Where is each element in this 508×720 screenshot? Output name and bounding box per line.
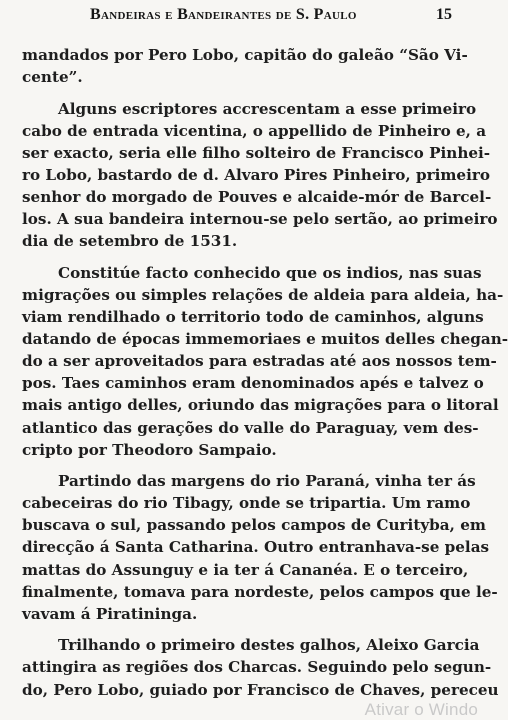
text-line: cente”. (22, 68, 83, 87)
text-line: do, Pero Lobo, guiado por Francisco de Chaves, pereceu (22, 680, 499, 699)
page-number: 15 (436, 6, 452, 23)
body-text (22, 44, 508, 701)
text-line: migrações ou simples relações de aldeia para aldeia, ha- (22, 285, 504, 304)
text-line: direcção á Santa Catharina. Outro entranhava-se pelas (22, 538, 490, 557)
text-line: vavam á Piratininga. (22, 604, 198, 623)
text-line: attingira as regiões dos Charcas. Seguindo pelo segun- (22, 658, 492, 677)
text-line: viam rendilhado o territorio todo de caminhos, alguns (22, 308, 484, 327)
text-line: pos. Taes caminhos eram denominados apés e talvez o (22, 374, 484, 393)
paragraph (22, 44, 468, 88)
text-line: dia de setembro de 1531. (22, 232, 238, 251)
text-line: mandados por Pero Lobo, capitão do galeão “São Vi- (22, 46, 468, 64)
activation-watermark: Ativar o Windo (364, 700, 478, 719)
text-line: Partindo das margens do rio Paraná, vinha ter ás (58, 472, 476, 491)
text-line: mais antigo delles, oriundo das migrações para o litoral (22, 396, 499, 415)
text-line: atlantico das gerações do valle do Paraguay, vem des- (22, 418, 479, 437)
text-line: Constitúe facto conhecido que os indios, nas suas (58, 263, 482, 282)
text-line: Alguns escriptores accrescentam a esse primeiro (58, 99, 477, 118)
text-line: Trilhando o primeiro destes galhos, Aleixo Garcia (58, 636, 480, 655)
text-line: ser exacto, seria elle filho solteiro de Francisco Pinhei- (22, 143, 491, 162)
text-line: mattas do Assunguy e ia ter á Cananéa. E o terceiro, (22, 560, 469, 579)
text-line: cripto por Theodoro Sampaio. (22, 440, 277, 459)
text-line: do a ser aproveitados para estradas até aos nossos tem- (22, 352, 497, 371)
text-line: cabeceiras do rio Tibagy, onde se tripartia. Um ramo (22, 494, 471, 513)
paragraph (22, 470, 498, 625)
paragraph (22, 98, 498, 253)
text-line: datando de épocas immemoriaes e muitos delles chegan- (22, 330, 508, 349)
text-line: los. A sua bandeira internou-se pelo sertão, ao primeiro (22, 210, 498, 229)
paragraph (22, 634, 499, 700)
paragraph (22, 262, 508, 461)
running-header (90, 6, 460, 26)
text-line: finalmente, tomava para nordeste, pelos campos que le- (22, 582, 498, 601)
text-line: cabo de entrada vicentina, o appellido de Pinheiro e, a (22, 121, 487, 140)
text-line: buscava o sul, passando pelos campos de Curityba, em (22, 516, 486, 535)
running-title: Bandeiras e Bandeirantes de S. Paulo (90, 6, 357, 23)
text-line: ro Lobo, bastardo de d. Alvaro Pires Pinheiro, primeiro (22, 165, 490, 184)
text-line: senhor do morgado de Pouves e alcaide-mór de Barcel- (22, 188, 492, 207)
